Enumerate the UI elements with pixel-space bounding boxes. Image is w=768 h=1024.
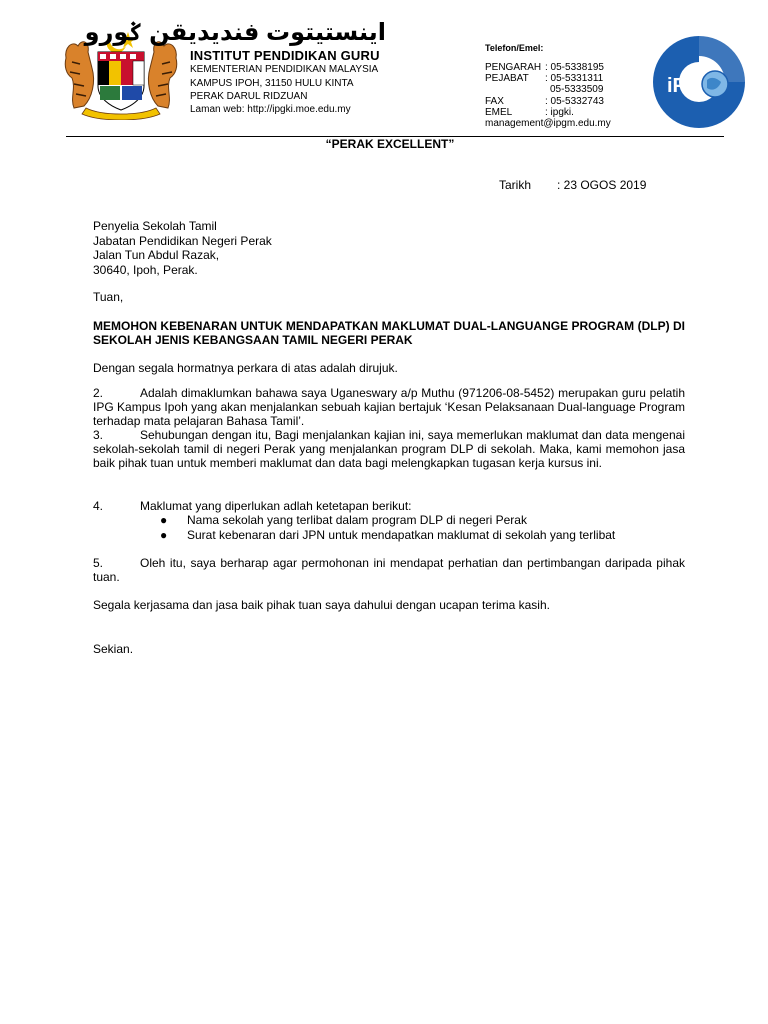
paragraph-number: 5. [93,556,104,570]
contact-value-director: : 05-5338195 [545,62,604,73]
ipg-logo [645,32,753,128]
paragraph-number: 3. [93,428,104,442]
paragraph-number: 4. [93,499,104,513]
website-link[interactable]: Laman web: http://ipgki.moe.edu.my [190,104,351,115]
paragraph-text: Maklumat yang diperlukan adlah ketetapan berikut: [140,499,412,513]
recipient-line: Jabatan Pendidikan Negeri Perak [93,234,272,248]
recipient-line: Penyelia Sekolah Tamil [93,219,217,233]
bullet-marker: ● [160,513,168,527]
paragraph-2 [93,386,685,428]
contact-label-fax: FAX [485,96,504,107]
paragraph-4 [93,499,412,513]
contact-value-email[interactable]: : ipgki. [545,107,574,118]
letter-subject: MEMOHON KEBENARAN UNTUK MENDAPATKAN MAKLUMAT DUAL-LANGUANGE PROGRAM (DLP) DI SEKOLAH JENIS KEBANGSAAN TAMIL NEGERI PERAK [93,319,685,347]
paragraph-text: Adalah dimaklumkan bahawa saya Uganeswary a/p Muthu (971206-08-5452) merupakan guru pelatih IPG Kampus Ipoh yang akan menjalankan sebuah kajian bertajuk ‘Kesan Pelaksanaan Dual-language Program terhadap mata pelajaran Bahasa Tamil’. [93,386,685,428]
date-value: : 23 OGOS 2019 [557,178,647,192]
ministry-name: KEMENTERIAN PENDIDIKAN MALAYSIA [190,64,379,75]
motto: “PERAK EXCELLENT” [325,137,455,151]
sign-off: Sekian. [93,642,134,656]
institute-name-jawi: اينستيتوت فنديديقن ݢورو [84,19,386,46]
list-item: Nama sekolah yang terlibat dalam program DLP di negeri Perak [187,513,527,527]
list-item: Surat kebenaran dari JPN untuk mendapatkan maklumat di sekolah yang terlibat [187,528,616,542]
paragraph-3 [93,428,685,470]
contact-email-continued[interactable]: management@ipgm.edu.my [485,118,611,129]
campus-address: KAMPUS IPOH, 31150 HULU KINTA [190,78,354,89]
state-name: PERAK DARUL RIDZUAN [190,91,308,102]
date-label: Tarikh [499,178,532,192]
contact-value-office: : 05-5331311 [545,73,604,84]
contact-value-office-2: 05-5333509 [550,84,604,95]
paragraph-5 [93,556,685,584]
contact-value-fax: : 05-5332743 [545,96,604,107]
ipg-logo-text: iPG [667,75,702,97]
contact-label-office: PEJABAT [485,73,529,84]
recipient-line: Jalan Tun Abdul Razak, [93,248,220,262]
paragraph-number: 2. [93,386,104,400]
contact-heading: Telefon/Emel: [485,43,544,53]
contact-label-email: EMEL [485,107,513,118]
paragraph-text: Oleh itu, saya berharap agar permohonan ini mendapat perhatian dan pertimbangan daripada pihak tuan. [93,556,685,584]
contact-label-director: PENGARAH [485,62,542,73]
salutation: Tuan, [93,290,124,304]
recipient-line: 30640, Ipoh, Perak. [93,263,198,277]
paragraph-text: Sehubungan dengan itu, Bagi menjalankan kajian ini, saya memerlukan maklumat dan data mengenai sekolah-sekolah tamil di negeri Perak yang menjalankan program DLP di sekolah. Maka, kami memohon jasa baik pihak tuan untuk memberi maklumat dan data bagi melengkapkan tugasan kerja kursus ini. [93,428,685,470]
closing-thanks: Segala kerjasama dan jasa baik pihak tuan saya dahului dengan ucapan terima kasih. [93,598,550,612]
bullet-marker: ● [160,528,168,542]
institute-name: INSTITUT PENDIDIKAN GURU [190,48,380,63]
opening-line: Dengan segala hormatnya perkara di atas adalah dirujuk. [93,361,398,375]
